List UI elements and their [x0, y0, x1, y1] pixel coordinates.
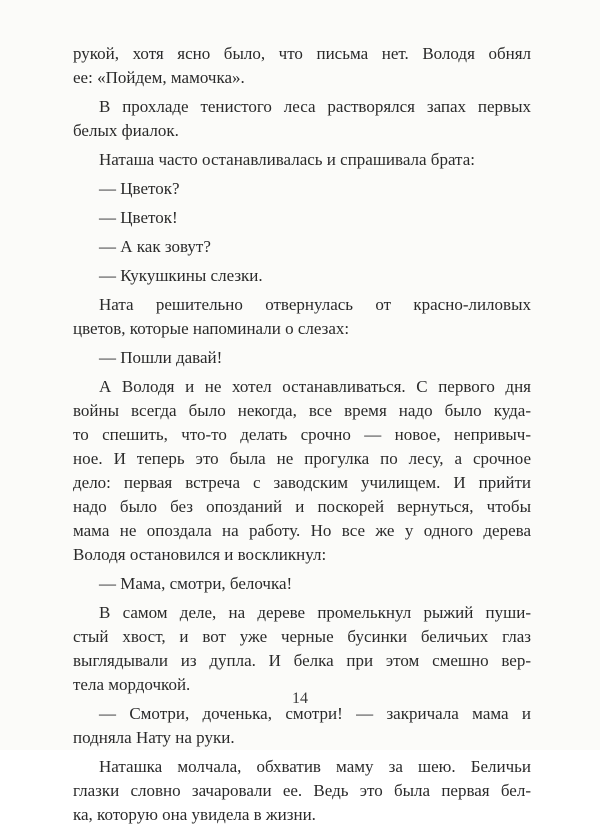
text-line: — Кукушкины слезки. [99, 266, 263, 285]
text-line: рукой, хотя ясно было, что письма нет. Володя обнял [73, 44, 531, 63]
text-line: — Мама, смотри, белочка! [99, 574, 293, 593]
paragraph [73, 572, 531, 596]
text-line: ее: «Пойдем, мамочка». [73, 68, 245, 87]
text-line: мама не опоздала на работу. Но все же у одного дерева [73, 521, 531, 540]
text-line: надо было без опозданий и поскорей вернуться, чтобы [73, 497, 531, 516]
paragraph [73, 293, 531, 341]
text-line: — А как зовут? [99, 237, 211, 256]
text-line: цветов, которые напоминали о слезах: [73, 319, 350, 338]
text-line: войны всегда было некогда, все время надо было куда- [73, 401, 531, 420]
paragraph [73, 264, 531, 288]
paragraph [73, 755, 531, 827]
paragraph [73, 206, 531, 230]
text-line: ка, которую она увидела в жизни. [73, 805, 316, 824]
paragraph [73, 95, 531, 143]
text-line: А Володя и не хотел останавливаться. С первого дня [99, 377, 531, 396]
text-line: — Смотри, доченька, смотри! — закричала мама и [99, 704, 531, 723]
paragraph [73, 148, 531, 172]
text-line: выглядывали из дупла. И белка при этом смешно вер- [73, 651, 531, 670]
text-line: В самом деле, на дереве промелькнул рыжий пуши- [99, 603, 531, 622]
text-line: дело: первая встреча с заводским училищем. И прийти [73, 473, 531, 492]
paragraph [73, 346, 531, 370]
text-line: Ната решительно отвернулась от красно-лиловых [99, 295, 531, 314]
page-number: 14 [292, 690, 308, 707]
text-line: подняла Нату на руки. [73, 728, 235, 747]
text-line: Наташа часто останавливалась и спрашивала брата: [99, 150, 475, 169]
text-line: В прохладе тенистого леса растворялся запах первых [99, 97, 531, 116]
text-line: глазки словно зачаровали ее. Ведь это была первая бел- [73, 781, 531, 800]
paragraph [73, 601, 531, 697]
text-line: то спешить, что-то делать срочно — новое, непривыч- [73, 425, 531, 444]
text-line: — Пошли давай! [99, 348, 223, 367]
text-line: Наташка молчала, обхватив маму за шею. Беличьи [99, 757, 531, 776]
text-line: белых фиалок. [73, 121, 179, 140]
paragraph [73, 42, 531, 90]
text-line: ное. И теперь это была не прогулка по лесу, а срочное [73, 449, 531, 468]
text-line: — Цветок! [99, 208, 178, 227]
paragraph [73, 375, 531, 567]
text-line: — Цветок? [99, 179, 180, 198]
text-line: стый хвост, и вот уже черные бусинки беличьих глаз [73, 627, 531, 646]
text-line: Володя остановился и воскликнул: [73, 545, 327, 564]
page-text [73, 42, 531, 832]
paragraph [73, 235, 531, 259]
paragraph [73, 177, 531, 201]
text-line: тела мордочкой. [73, 675, 191, 694]
paragraph [73, 702, 531, 750]
